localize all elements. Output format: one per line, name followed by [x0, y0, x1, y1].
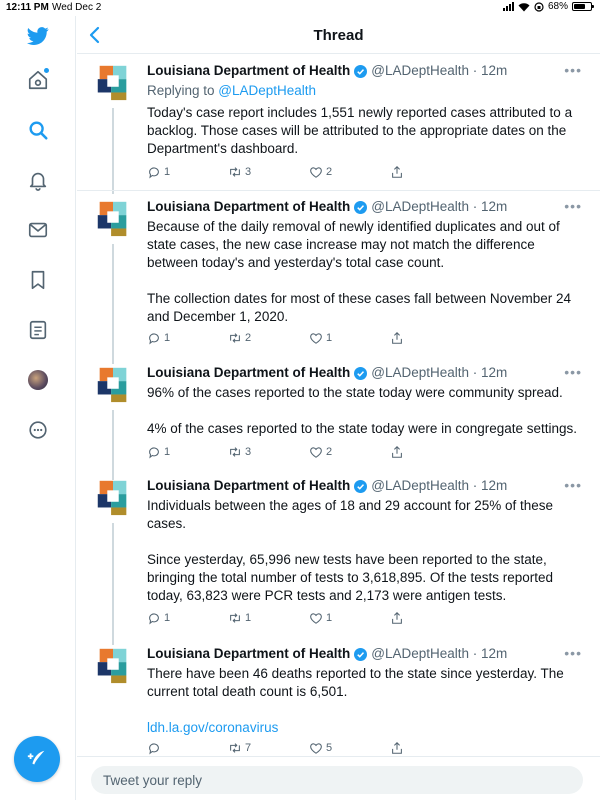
orientation-lock-icon — [534, 2, 544, 12]
share-button[interactable] — [390, 445, 471, 459]
share-icon — [390, 741, 404, 755]
ldh-logo-avatar[interactable] — [95, 364, 131, 404]
reply-count: 1 — [164, 332, 171, 344]
compose-icon — [26, 748, 48, 770]
share-icon — [390, 331, 404, 345]
reply-icon — [147, 445, 161, 459]
tweet-actions — [147, 741, 471, 755]
reply-icon — [147, 165, 161, 179]
share-button[interactable] — [390, 741, 471, 755]
avatar — [28, 370, 48, 390]
wifi-icon — [518, 2, 530, 12]
tweet[interactable] — [77, 364, 600, 472]
thread-connector — [112, 410, 114, 480]
share-icon — [390, 445, 404, 459]
verified-badge-icon — [354, 648, 367, 661]
tweet-text — [147, 218, 582, 326]
share-icon — [390, 165, 404, 179]
author-handle-time: @LADeptHealth · 12m — [371, 199, 508, 214]
reply-button[interactable] — [147, 165, 228, 179]
tweet-paragraph: Individuals between the ages of 18 and 29 account for 25% of these cases. — [147, 498, 554, 531]
tweet-link[interactable]: ldh.la.gov/coronavirus — [147, 720, 279, 735]
thread-header — [77, 16, 600, 54]
reply-icon — [147, 611, 161, 625]
thread-connector — [112, 108, 114, 194]
tweet-text — [147, 104, 582, 158]
messages-icon[interactable] — [24, 216, 52, 244]
battery-icon — [572, 2, 592, 11]
retweet-button[interactable] — [228, 611, 309, 625]
author-handle-time: @LADeptHealth · 12m — [371, 646, 508, 661]
more-options-icon[interactable]: ••• — [564, 62, 582, 78]
notification-dot — [44, 68, 49, 73]
like-count: 1 — [326, 612, 333, 624]
reply-count: 1 — [164, 446, 171, 458]
home-icon[interactable] — [24, 66, 52, 94]
author-handle-time: @LADeptHealth · 12m — [371, 365, 508, 380]
bookmarks-icon[interactable] — [24, 266, 52, 294]
lists-icon[interactable] — [24, 316, 52, 344]
tweet-text — [147, 384, 582, 438]
author-name[interactable]: Louisiana Department of Health — [147, 646, 351, 661]
reply-handle-link[interactable]: @LADeptHealth — [218, 83, 317, 98]
reply-button[interactable] — [147, 331, 228, 345]
tweet[interactable] — [77, 62, 600, 190]
page-title: Thread — [313, 27, 364, 44]
verified-badge-icon — [354, 65, 367, 78]
author-name[interactable]: Louisiana Department of Health — [147, 199, 351, 214]
tweet[interactable] — [77, 477, 600, 637]
retweet-count: 3 — [245, 166, 252, 178]
status-indicators — [503, 1, 592, 12]
more-options-icon[interactable]: ••• — [564, 477, 582, 493]
ldh-logo-avatar[interactable] — [95, 62, 131, 102]
status-time: 12:11 PM — [6, 2, 49, 13]
signal-icon — [503, 2, 514, 11]
retweet-button[interactable] — [228, 165, 309, 179]
reply-input[interactable]: Tweet your reply — [91, 766, 583, 794]
tweet[interactable] — [77, 645, 600, 753]
tweet-paragraph: Because of the daily removal of newly identified duplicates and out of state cases, the new case increase may not match the difference between today's and yesterday's total case count. — [147, 219, 560, 270]
share-button[interactable] — [390, 611, 471, 625]
tweet-paragraph: Today's case report includes 1,551 newly reported cases attributed to a backlog. Those cases will be attributed to the appropriate dates on the Department's dashboard. — [147, 105, 573, 156]
tweet[interactable] — [77, 198, 600, 356]
author-handle-time: @LADeptHealth · 12m — [371, 63, 508, 78]
reply-count: 1 — [164, 612, 171, 624]
like-count: 2 — [326, 446, 333, 458]
heart-icon — [309, 331, 323, 345]
thread-connector — [112, 244, 114, 364]
reply-context — [147, 82, 582, 100]
profile-avatar[interactable] — [24, 366, 52, 394]
sidebar — [0, 16, 76, 800]
verified-badge-icon — [354, 201, 367, 214]
heart-icon — [309, 165, 323, 179]
retweet-icon — [228, 445, 242, 459]
reply-prefix: Replying to — [147, 83, 219, 98]
reply-button[interactable] — [147, 445, 228, 459]
ldh-logo-avatar[interactable] — [95, 198, 131, 238]
thread-connector — [112, 523, 114, 645]
retweet-icon — [228, 741, 242, 755]
verified-badge-icon — [354, 480, 367, 493]
reply-icon — [147, 331, 161, 345]
tweet-actions — [147, 611, 471, 625]
share-button[interactable] — [390, 165, 471, 179]
tweet-actions — [147, 445, 471, 459]
ldh-logo-avatar[interactable] — [95, 477, 131, 517]
verified-badge-icon — [354, 367, 367, 380]
twitter-logo-icon[interactable] — [24, 22, 52, 50]
tweet-text — [147, 665, 582, 737]
tweet-actions — [147, 331, 471, 345]
share-icon — [390, 611, 404, 625]
retweet-count: 1 — [245, 612, 252, 624]
like-count: 5 — [326, 742, 333, 754]
author-handle-time: @LADeptHealth · 12m — [371, 478, 508, 493]
tweet-paragraph: 4% of the cases reported to the state today were in congregate settings. — [147, 421, 578, 436]
notifications-icon[interactable] — [24, 166, 52, 194]
retweet-button[interactable] — [228, 741, 309, 755]
retweet-count: 7 — [245, 742, 252, 754]
ldh-logo-avatar[interactable] — [95, 645, 131, 685]
retweet-icon — [228, 611, 242, 625]
like-button[interactable] — [309, 331, 390, 345]
author-name[interactable]: Louisiana Department of Health — [147, 63, 351, 78]
battery-percent: 68% — [547, 1, 568, 12]
status-date: Wed Dec 2 — [52, 2, 102, 13]
reply-icon — [147, 741, 161, 755]
search-icon[interactable] — [24, 116, 52, 144]
heart-icon — [309, 445, 323, 459]
reply-bar — [77, 756, 600, 800]
tweet-paragraph: 96% of the cases reported to the state today were community spread. — [147, 385, 563, 400]
retweet-icon — [228, 165, 242, 179]
reply-button[interactable] — [147, 611, 228, 625]
retweet-button[interactable] — [228, 331, 309, 345]
retweet-icon — [228, 331, 242, 345]
retweet-count: 3 — [245, 446, 252, 458]
more-icon[interactable] — [24, 416, 52, 444]
tweet-paragraph: There have been 46 deaths reported to the state since yesterday. The current total death count is 6,501. — [147, 666, 564, 699]
like-button[interactable] — [309, 611, 390, 625]
like-button[interactable] — [309, 445, 390, 459]
tweet-actions — [147, 165, 471, 179]
more-options-icon[interactable]: ••• — [564, 645, 582, 661]
retweet-button[interactable] — [228, 445, 309, 459]
heart-icon — [309, 611, 323, 625]
status-bar — [0, 0, 600, 16]
tweet-text — [147, 497, 582, 605]
compose-tweet-button[interactable] — [14, 736, 60, 782]
more-options-icon[interactable]: ••• — [564, 198, 582, 214]
retweet-count: 2 — [245, 332, 252, 344]
like-count: 2 — [326, 166, 333, 178]
like-count: 1 — [326, 332, 333, 344]
tweet-divider — [77, 190, 600, 191]
reply-count: 1 — [164, 166, 171, 178]
author-name[interactable]: Louisiana Department of Health — [147, 365, 351, 380]
tweet-paragraph: The collection dates for most of these cases fall between November 24 and December 1, 2020. — [147, 291, 571, 324]
author-name[interactable]: Louisiana Department of Health — [147, 478, 351, 493]
heart-icon — [309, 741, 323, 755]
like-button[interactable] — [309, 165, 390, 179]
reply-button[interactable] — [147, 741, 228, 755]
more-options-icon[interactable]: ••• — [564, 364, 582, 380]
like-button[interactable] — [309, 741, 390, 755]
share-button[interactable] — [390, 331, 471, 345]
tweet-paragraph: Since yesterday, 65,996 new tests have been reported to the state, bringing the total number of tests to 3,618,895. Of the tests reported today, 63,823 were PCR tests and 2,173 were antigen tests. — [147, 552, 553, 603]
